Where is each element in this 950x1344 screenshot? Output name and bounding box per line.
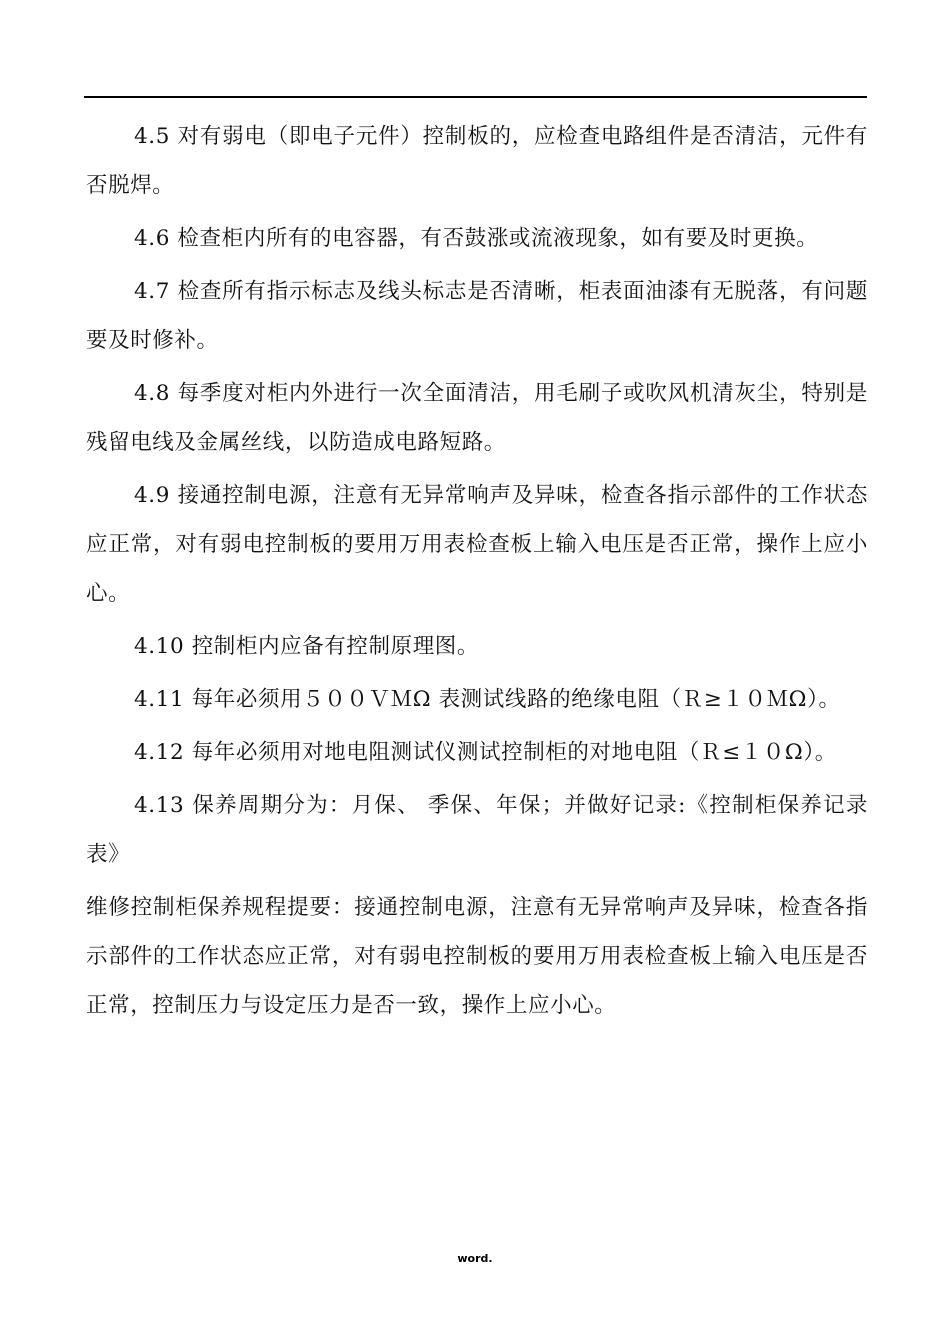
paragraph-4-13: 4.13 保养周期分为：月保、 季保、年保；并做好记录:《控制柜保养记录表》 [86, 793, 868, 867]
paragraph-4-12: 4.12 每年必须用对地电阻测试仪测试控制柜的对地电阻（Ｒ≤１０Ω）。 [134, 740, 837, 765]
header-rule [84, 96, 867, 98]
paragraph-4-9: 4.9 接通控制电源，注意有无异常响声及异味，检查各指示部件的工作状态应正常，对有弱电控制板的要用万用表检查板上输入电压是否正常，操作上应小心。 [86, 483, 868, 606]
paragraph-4-8: 4.8 每季度对柜内外进行一次全面清洁，用毛刷子或吹风机清灰尘，特别是残留电线及金属丝线，以防造成电路短路。 [86, 381, 868, 455]
footer-label: word. [457, 1252, 493, 1265]
paragraph-4-6: 4.6 检查柜内所有的电容器，有否鼓涨或流液现象，如有要及时更换。 [134, 226, 819, 251]
document-body [86, 112, 868, 1034]
paragraph-4-5: 4.5 对有弱电（即电子元件）控制板的，应检查电路组件是否清洁，元件有否脱焊。 [86, 124, 868, 198]
paragraph-4-10: 4.10 控制柜内应备有控制原理图。 [134, 634, 480, 659]
paragraph-4-11: 4.11 每年必须用５００ＶＭΩ 表测试线路的绝缘电阻（Ｒ≥１０ＭΩ）。 [134, 687, 841, 712]
summary-paragraph: 维修控制柜保养规程提要：接通控制电源，注意有无异常响声及异味，检查各指示部件的工作状态应正常，对有弱电控制板的要用万用表检查板上输入电压是否正常，控制压力与设定压力是否一致，操作上应小心。 [86, 895, 868, 1018]
paragraph-4-7: 4.7 检查所有指示标志及线头标志是否清晰，柜表面油漆有无脱落，有问题要及时修补。 [86, 279, 868, 353]
